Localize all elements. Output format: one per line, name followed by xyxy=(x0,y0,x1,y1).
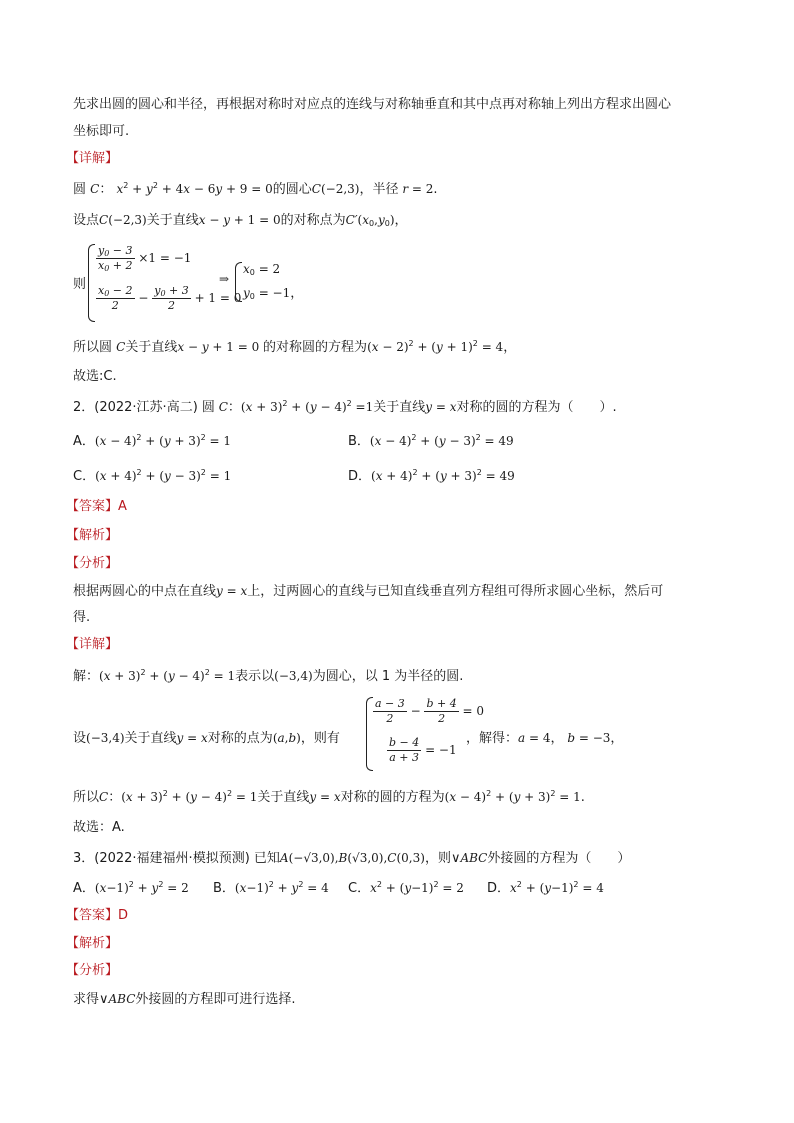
q3-option-c[interactable]: C．$x^2 + (y-1)^2 = 2$ xyxy=(348,880,464,896)
q2-jie-line: 解：$(x + 3)^2 + (y - 4)^2 = 1$表示以(−3,4)为圆心，以 1 为半径的圆. xyxy=(73,668,464,684)
q2-system-eq1: $\frac{a - 3}{2}$ − $\frac{b + 4}{2}$ = 0 xyxy=(375,697,485,725)
q1-solution-x: $x_0 = 2$ xyxy=(243,262,281,277)
q2-system-eq2: $\frac{b - 4}{a + 3}$ = −1 xyxy=(389,736,457,764)
q3-answer: 【答案】D xyxy=(66,908,129,923)
q1-system-eq1: $\frac{y_0 - 3}{x_0 + 2}$ ×1 = −1 xyxy=(98,244,192,273)
q1-solution-y: $y_0 = -1$， xyxy=(243,286,304,301)
q1-choose: 故选:C. xyxy=(73,369,117,384)
q2-option-c[interactable]: C．$(x + 4)^2 + (y - 3)^2 = 1$ xyxy=(73,468,232,484)
q2-solve: ，解得：a = 4， b = −3， xyxy=(466,731,624,746)
q2-answer: 【答案】A xyxy=(66,499,127,514)
q1-set-point-line: 设点C(−2,3)关于直线x − y + 1 = 0的对称点为$C'(x_0,y_0)$， xyxy=(73,213,408,228)
q1-then: 则 xyxy=(73,277,87,292)
q3-analysis-tag: 【解析】 xyxy=(66,936,119,951)
q2-fenxi-line-1: 根据两圆心的中点在直线y = x上，过两圆心的直线与已知直线垂直列方程组可得所求圆心坐标，然后可 xyxy=(73,584,664,599)
q2-stem: 2．(2022·江苏·高二) 圆 C：$(x + 3)^2 + (y - 4)^2 =1$关于直线y = x对称的圆的方程为（ ）. xyxy=(73,399,617,415)
q2-analysis-tag: 【解析】 xyxy=(66,528,119,543)
q3-option-a[interactable]: A．$(x-1)^2 + y^2 = 2$ xyxy=(73,880,189,896)
q2-option-b[interactable]: B．$(x - 4)^2 + (y - 3)^2 = 49$ xyxy=(348,433,514,449)
q3-option-d[interactable]: D．$x^2 + (y-1)^2 = 4$ xyxy=(487,880,604,896)
q1-detail-tag: 【详解】 xyxy=(66,151,119,166)
q1-implies: ⇒ xyxy=(219,272,230,286)
q3-option-b[interactable]: B．$(x-1)^2 + y^2 = 4$ xyxy=(213,880,329,896)
intro-line-1: 先求出圆的圆心和半径，再根据对称时对应点的连线与对称轴垂直和其中点再对称轴上列出方程求出圆心 xyxy=(73,97,672,112)
q2-option-d[interactable]: D．$(x + 4)^2 + (y + 3)^2 = 49$ xyxy=(348,468,515,484)
intro-line-2: 坐标即可. xyxy=(73,124,130,139)
q3-fenxi-line: 求得∨ABC外接圆的方程即可进行选择. xyxy=(73,992,296,1007)
q3-stem: 3．(2022·福建福州·模拟预测) 已知A(−√3,0),B(√3,0),C(0,3)，则∨ABC外接圆的方程为（ ） xyxy=(73,851,631,866)
q2-set-line: 设(−3,4)关于直线y = x对称的点为(a,b)，则有 xyxy=(73,731,340,746)
q1-circle-line: 圆 C： $x^2 + y^2 + 4x - 6y + 9 = 0$的圆心C(−2,3)，半径 r = 2. xyxy=(73,181,438,197)
q2-choose: 故选：A. xyxy=(73,820,125,835)
q2-result-line: 所以C：$(x + 3)^2 + (y - 4)^2 = 1$关于直线y = x对称的圆的方程为$(x - 4)^2 + (y + 3)^2 = 1$. xyxy=(73,789,585,805)
q1-system-brace xyxy=(88,244,95,322)
q2-system-brace xyxy=(366,697,373,771)
q2-fenxi-tag: 【分析】 xyxy=(66,556,119,571)
q2-detail-tag: 【详解】 xyxy=(66,637,119,652)
q1-result-line: 所以圆 C关于直线x − y + 1 = 0 的对称圆的方程为$(x - 2)^2 + (y + 1)^2 = 4$， xyxy=(73,339,517,355)
q2-option-a[interactable]: A．$(x - 4)^2 + (y + 3)^2 = 1$ xyxy=(73,433,232,449)
q1-system-eq2: $\frac{x_0 - 2}{2}$ − $\frac{y_0 + 3}{2}$ + 1 = 0 xyxy=(98,284,242,312)
q2-fenxi-line-2: 得. xyxy=(73,610,91,625)
q3-fenxi-tag: 【分析】 xyxy=(66,963,119,978)
q1-solution-brace xyxy=(235,262,242,302)
